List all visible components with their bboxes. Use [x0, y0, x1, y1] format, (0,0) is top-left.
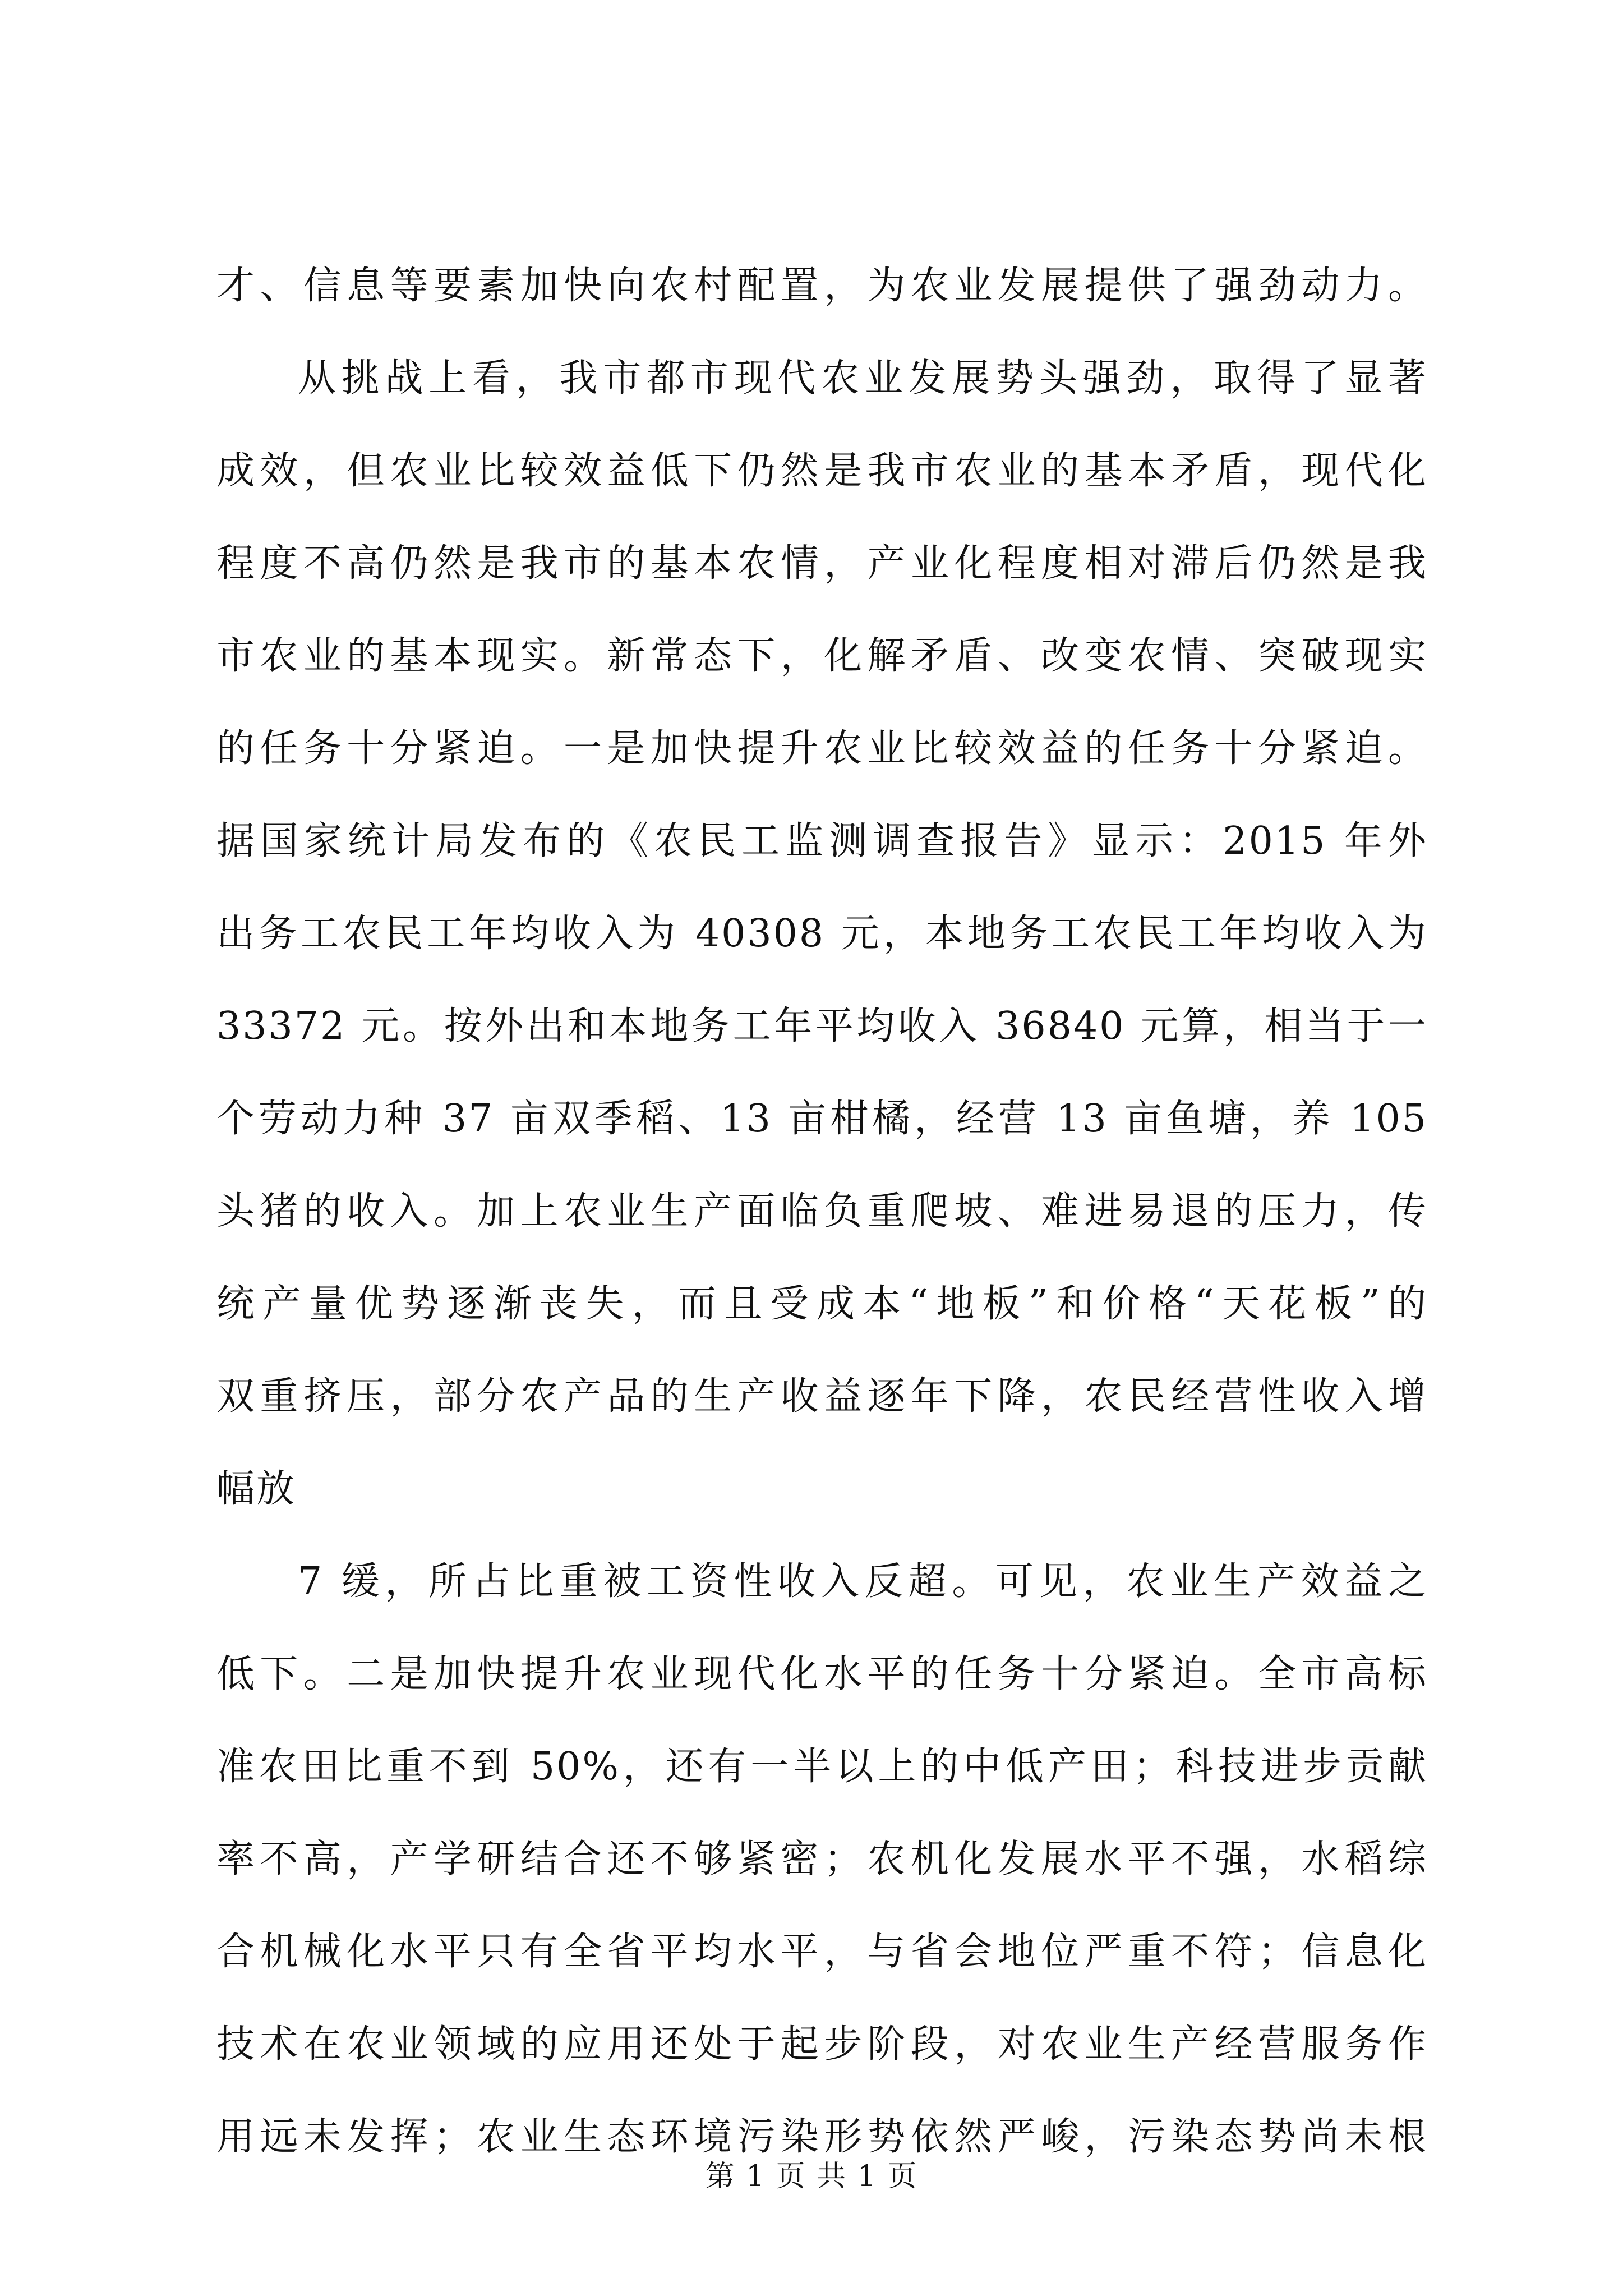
text-line-7: 据国家统计局发布的《农民工监测调查报告》显示：2015 年外 — [216, 819, 1428, 863]
text-line-17: 准农田比重不到 50%，还有一半以上的中低产田；科技进步贡献 — [216, 1745, 1428, 1789]
text-line-2: 从挑战上看，我市都市现代农业发展势头强劲，取得了显著 — [298, 356, 1428, 401]
text-line-12: 统产量优势逐渐丧失，而且受成本“地板”和价格“天花板”的 — [216, 1282, 1428, 1326]
text-line-8: 出务工农民工年均收入为 40308 元，本地务工农民工年均收入为 — [216, 912, 1428, 956]
text-line-14: 幅放 — [216, 1467, 297, 1511]
text-line-10: 个劳动力种 37 亩双季稻、13 亩柑橘，经营 13 亩鱼塘，养 105 — [216, 1097, 1428, 1141]
text-line-11: 头猪的收入。加上农业生产面临负重爬坡、难进易退的压力，传 — [216, 1189, 1428, 1234]
text-line-1: 才、信息等要素加快向农村配置，为农业发展提供了强劲动力。 — [216, 264, 1428, 308]
text-line-13: 双重挤压，部分农产品的生产收益逐年下降，农民经营性收入增 — [216, 1374, 1428, 1419]
text-line-20: 技术在农业领域的应用还处于起步阶段，对农业生产经营服务作 — [216, 2022, 1428, 2067]
text-line-15: 7 缓，所占比重被工资性收入反超。可见，农业生产效益之 — [298, 1559, 1428, 1604]
text-line-3: 成效，但农业比较效益低下仍然是我市农业的基本矛盾，现代化 — [216, 449, 1428, 493]
text-line-21: 用远未发挥；农业生态环境污染形势依然严峻，污染态势尚未根 — [216, 2115, 1428, 2159]
page-footer: 第 1 页 共 1 页 — [705, 2160, 918, 2193]
text-line-18: 率不高，产学研结合还不够紧密；农机化发展水平不强，水稻综 — [216, 1837, 1428, 1881]
text-line-19: 合机械化水平只有全省平均水平，与省会地位严重不符；信息化 — [216, 1930, 1428, 1974]
text-line-4: 程度不高仍然是我市的基本农情，产业化程度相对滞后仍然是我 — [216, 541, 1428, 586]
text-line-9: 33372 元。按外出和本地务工年平均收入 36840 元算，相当于一 — [216, 1004, 1428, 1048]
text-line-16: 低下。二是加快提升农业现代化水平的任务十分紧迫。全市高标 — [216, 1652, 1428, 1696]
text-line-5: 市农业的基本现实。新常态下，化解矛盾、改变农情、突破现实 — [216, 634, 1428, 678]
text-line-6: 的任务十分紧迫。一是加快提升农业比较效益的任务十分紧迫。 — [216, 726, 1428, 771]
